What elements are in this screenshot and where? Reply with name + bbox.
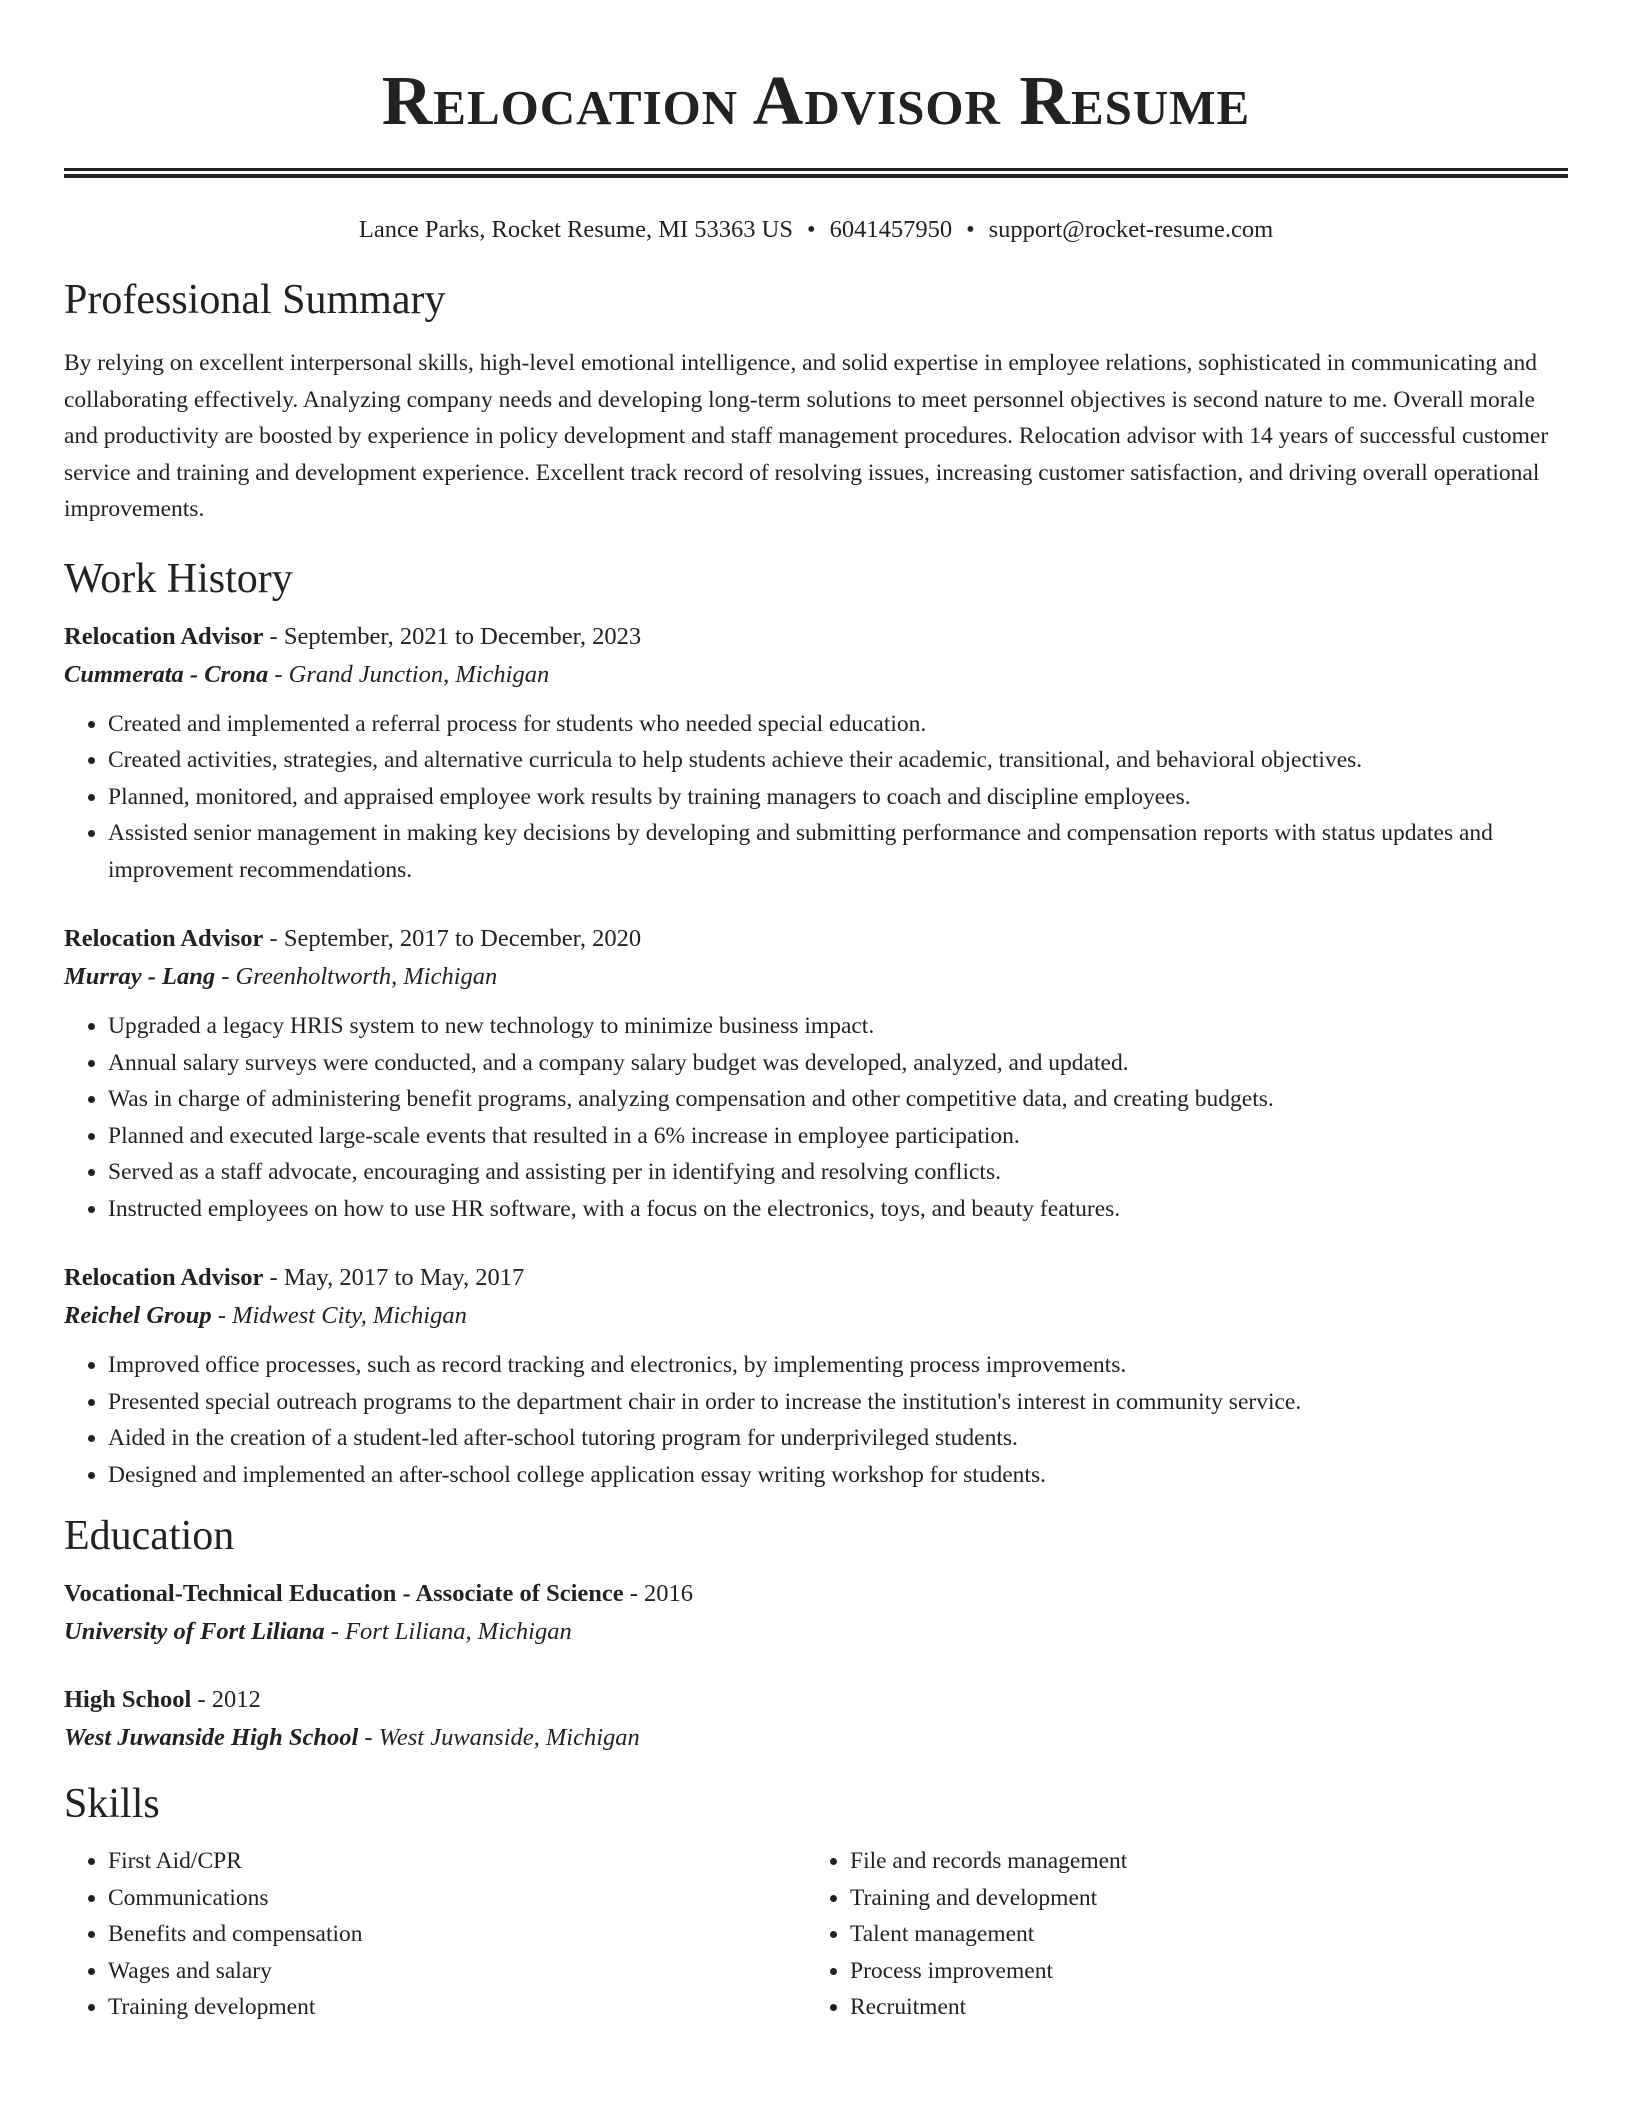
skill-item: • Communications bbox=[108, 1880, 806, 1917]
skill-item: • Benefits and compensation bbox=[108, 1916, 806, 1953]
list-item: • Annual salary surveys were conducted, and a company salary budget was developed, analyzed, and updated. bbox=[108, 1045, 1568, 1082]
title-divider bbox=[64, 168, 1568, 178]
job-title-line bbox=[64, 920, 1568, 958]
job-location: - Greenholtworth, Michigan bbox=[215, 963, 498, 990]
list-item: • Upgraded a legacy HRIS system to new technology to minimize business impact. bbox=[108, 1008, 1568, 1045]
job-employer-line bbox=[64, 656, 1568, 694]
contact-address: Lance Parks, Rocket Resume, MI 53363 US bbox=[358, 216, 793, 243]
summary-text: By relying on excellent interpersonal skills, high-level emotional intelligence, and solid expertise in employee relations, sophisticated in communicating and collaborating effectively. Analyzing company needs and developing long-term solutions to meet personnel objectives is second nature to me. Overall morale and productivity are boosted by experience in policy development and staff management procedures. Relocation advisor with 14 years of successful customer service and training and development experience. Excellent track record of resolving issues, increasing customer satisfaction, and driving overall operational improvements. bbox=[64, 350, 1549, 522]
skill-item: • File and records management bbox=[850, 1843, 1127, 1880]
job-bullets bbox=[64, 1008, 1568, 1227]
skills-heading: Skills bbox=[64, 1781, 160, 1827]
skill-item: • Process improvement bbox=[850, 1953, 1127, 1990]
job-dates: - September, 2021 to December, 2023 bbox=[263, 622, 642, 650]
list-item: • Designed and implemented an after-school college application essay writing workshop for students. bbox=[108, 1457, 1568, 1494]
list-item: • Improved office processes, such as record tracking and electronics, by implementing process improvements. bbox=[108, 1347, 1568, 1384]
education-degree-line bbox=[64, 1681, 1568, 1719]
job-employer: Reichel Group bbox=[64, 1302, 212, 1329]
skill-item: • Recruitment bbox=[850, 1989, 1127, 2026]
job-role: Relocation Advisor bbox=[64, 925, 264, 952]
job-employer: Cummerata - Crona bbox=[64, 660, 269, 688]
list-item: • Served as a staff advocate, encouraging and assisting per in identifying and resolving conflicts. bbox=[108, 1154, 1568, 1191]
education-school: West Juwanside High School bbox=[64, 1724, 359, 1751]
education-heading: Education bbox=[64, 1513, 235, 1559]
list-item: • Planned and executed large-scale events that resulted in a 6% increase in employee participation. bbox=[108, 1118, 1568, 1155]
job-entry bbox=[64, 1259, 1568, 1493]
education-degree: Vocational-Technical Education - Associate of Science bbox=[64, 1580, 624, 1607]
job-title-line bbox=[64, 1259, 1568, 1297]
list-item: • Aided in the creation of a student-led after-school tutoring program for underprivileged students. bbox=[108, 1420, 1568, 1457]
list-item: • Presented special outreach programs to the department chair in order to increase the institution's interest in community service. bbox=[108, 1384, 1568, 1421]
list-item: • Was in charge of administering benefit programs, analyzing compensation and other competitive data, and creating budgets. bbox=[108, 1081, 1568, 1118]
skills-list-left bbox=[64, 1843, 806, 2026]
contact-email: support@rocket-resume.com bbox=[988, 216, 1274, 243]
job-dates: - September, 2017 to December, 2020 bbox=[263, 925, 642, 952]
job-bullets bbox=[64, 706, 1568, 889]
list-item: • Assisted senior management in making key decisions by developing and submitting performance and compensation reports with status updates and improvement recommendations. bbox=[108, 815, 1568, 888]
list-item: • Instructed employees on how to use HR software, with a focus on the electronics, toys, and beauty features. bbox=[108, 1191, 1568, 1228]
job-location: - Grand Junction, Michigan bbox=[268, 660, 550, 688]
job-bullets bbox=[64, 1347, 1568, 1493]
education-entry bbox=[64, 1681, 1568, 1757]
job-entry bbox=[64, 618, 1568, 889]
job-employer: Murray - Lang bbox=[64, 963, 216, 990]
job-entry bbox=[64, 920, 1568, 1227]
education-year: - 2012 bbox=[191, 1686, 261, 1713]
job-role: Relocation Advisor bbox=[64, 1264, 264, 1291]
resume-title: Relocation Advisor Resume bbox=[381, 63, 1251, 140]
education-school-line bbox=[64, 1613, 1568, 1651]
education-degree: High School bbox=[64, 1686, 192, 1713]
skill-item: • Wages and salary bbox=[108, 1953, 806, 1990]
skills-list-right bbox=[806, 1843, 1127, 2026]
skills-columns bbox=[64, 1843, 1568, 2026]
list-item: • Created activities, strategies, and alternative curricula to help students achieve their academic, transitional, and behavioral objectives. bbox=[108, 742, 1568, 779]
education-degree-line bbox=[64, 1575, 1568, 1613]
skill-item: • Talent management bbox=[850, 1916, 1127, 1953]
job-employer-line bbox=[64, 1297, 1568, 1335]
contact-phone: 6041457950 bbox=[829, 216, 953, 243]
education-location: - West Juwanside, Michigan bbox=[358, 1724, 640, 1751]
education-location: - Fort Liliana, Michigan bbox=[324, 1618, 572, 1645]
education-entry bbox=[64, 1575, 1568, 1651]
education-school: University of Fort Liliana bbox=[64, 1618, 325, 1645]
work-history-heading: Work History bbox=[64, 555, 293, 602]
job-title-line bbox=[64, 618, 1568, 656]
education-school-line bbox=[64, 1719, 1568, 1757]
contact-separator: • bbox=[966, 216, 975, 243]
summary-heading: Professional Summary bbox=[64, 277, 446, 323]
skill-item: • Training and development bbox=[850, 1880, 1127, 1917]
contact-separator: • bbox=[806, 216, 816, 243]
contact-line bbox=[64, 215, 1568, 245]
list-item: • Planned, monitored, and appraised employee work results by training managers to coach and discipline employees. bbox=[108, 779, 1568, 816]
skill-item: • First Aid/CPR bbox=[108, 1843, 806, 1880]
job-location: - Midwest City, Michigan bbox=[211, 1302, 467, 1329]
job-employer-line bbox=[64, 958, 1568, 996]
job-dates: - May, 2017 to May, 2017 bbox=[263, 1264, 525, 1291]
skill-item: • Training development bbox=[108, 1989, 806, 2026]
job-role: Relocation Advisor bbox=[64, 622, 264, 650]
list-item: • Created and implemented a referral process for students who needed special education. bbox=[108, 706, 1568, 743]
education-year: - 2016 bbox=[623, 1580, 694, 1607]
